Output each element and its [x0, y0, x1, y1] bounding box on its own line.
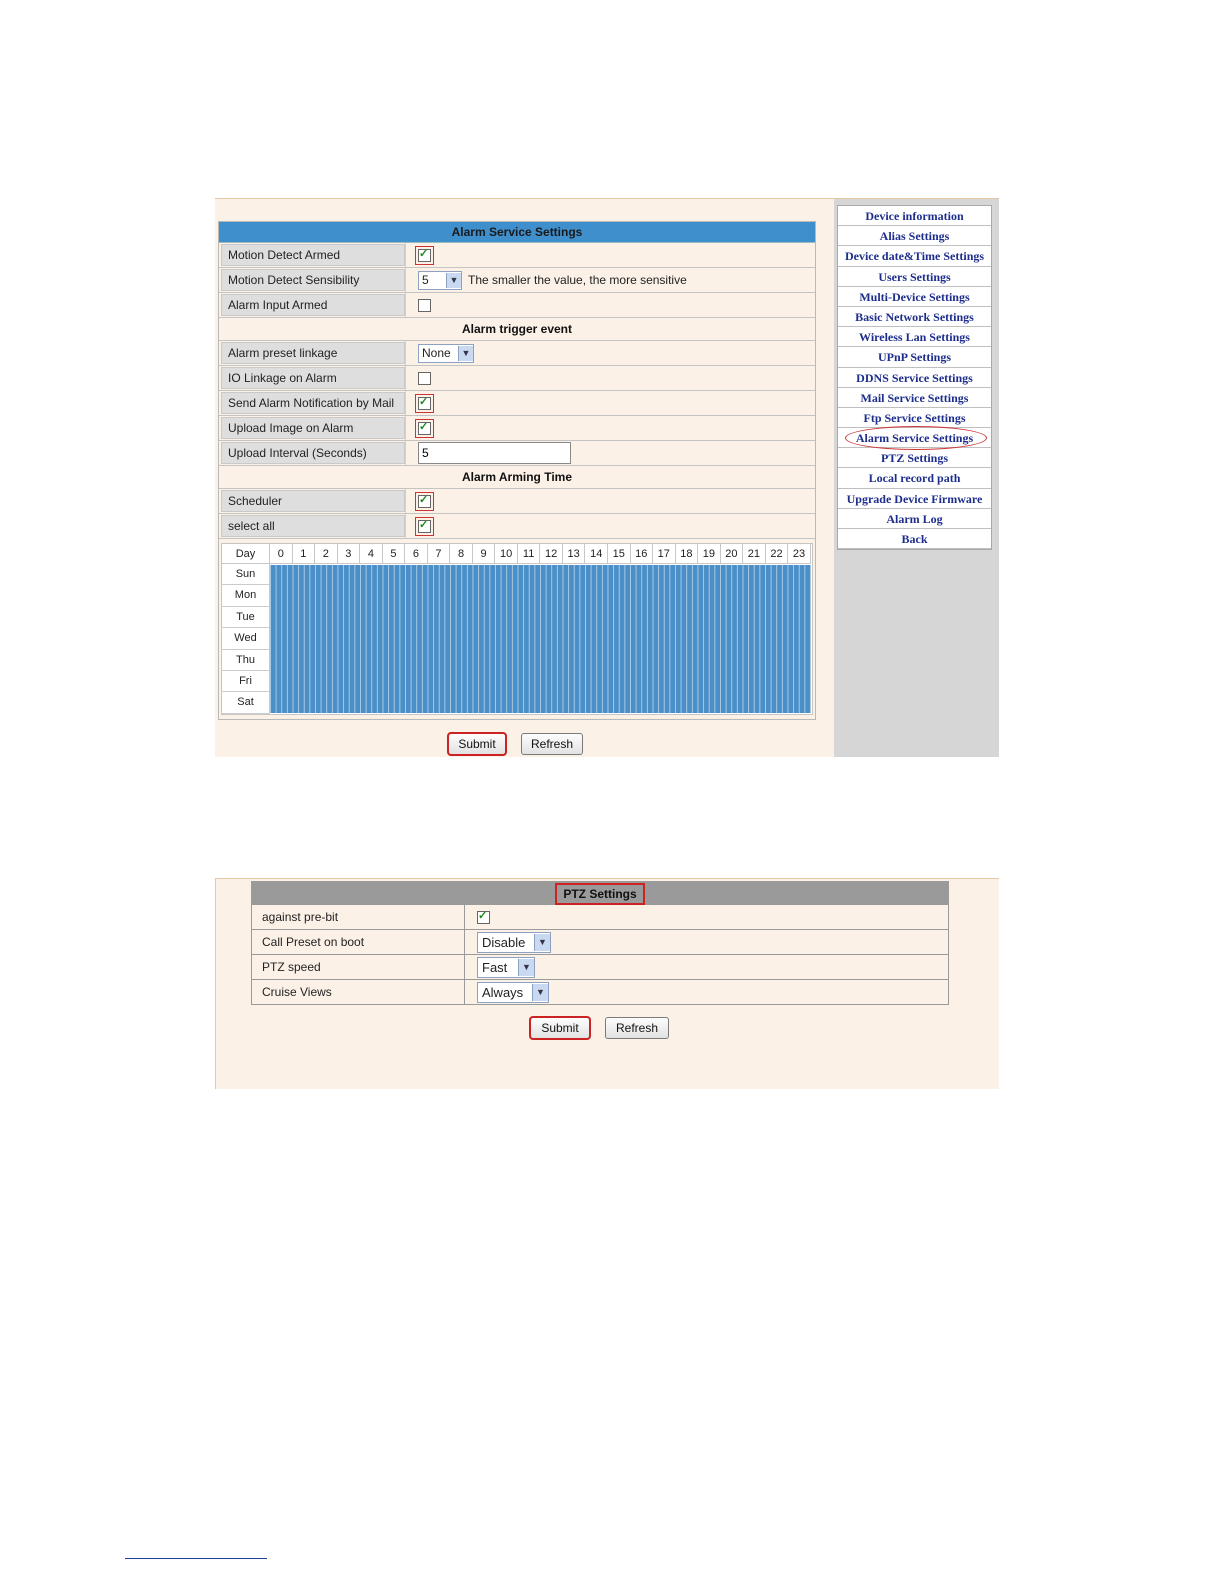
schedule-hour-22[interactable]: 22 — [766, 544, 789, 564]
settings-nav-list — [837, 205, 992, 550]
nav-link-basic-network-settings[interactable]: Basic Network Settings — [838, 307, 991, 327]
sensibility-value: 5 — [422, 273, 429, 287]
schedule-hour-5[interactable]: 5 — [383, 544, 406, 564]
ptz-speed-label: PTZ speed — [252, 955, 465, 979]
schedule-hour-4[interactable]: 4 — [360, 544, 383, 564]
nav-link-ftp-service-settings[interactable]: Ftp Service Settings — [838, 408, 991, 428]
schedule-hour-20[interactable]: 20 — [721, 544, 744, 564]
upload-interval-row — [219, 441, 815, 466]
schedule-hour-6[interactable]: 6 — [405, 544, 428, 564]
nav-link-ptz-settings[interactable]: PTZ Settings — [838, 448, 991, 468]
schedule-hour-11[interactable]: 11 — [518, 544, 541, 564]
nav-link-device-information[interactable]: Device information — [838, 206, 991, 226]
call-preset-on-boot-label: Call Preset on boot — [252, 930, 465, 954]
alarm-refresh-button[interactable]: Refresh — [521, 733, 583, 755]
against-pre-bit-label: against pre-bit — [252, 905, 465, 929]
schedule-day-mon[interactable]: Mon — [222, 585, 270, 606]
send-mail-checkbox[interactable] — [418, 397, 431, 410]
schedule-hour-3[interactable]: 3 — [338, 544, 361, 564]
ptz-speed-row — [252, 954, 948, 979]
schedule-hour-1[interactable]: 1 — [293, 544, 316, 564]
upload-image-checkbox[interactable] — [418, 422, 431, 435]
ptz-settings-header — [252, 882, 948, 904]
nav-link-ddns-service-settings[interactable]: DDNS Service Settings — [838, 368, 991, 388]
schedule-day-column — [222, 564, 270, 714]
schedule-hour-14[interactable]: 14 — [585, 544, 608, 564]
alarm-trigger-event-heading: Alarm trigger event — [219, 318, 815, 341]
schedule-day-sat[interactable]: Sat — [222, 692, 270, 713]
schedule-hour-21[interactable]: 21 — [743, 544, 766, 564]
arming-schedule-grid — [221, 543, 813, 715]
alarm-input-armed-row — [219, 293, 815, 318]
scheduler-label: Scheduler — [221, 490, 405, 512]
sensibility-hint: The smaller the value, the more sensitive — [468, 273, 687, 287]
ptz-submit-button[interactable]: Submit — [530, 1017, 590, 1039]
schedule-hour-12[interactable]: 12 — [540, 544, 563, 564]
ptz-settings-table — [251, 881, 949, 1005]
upload-interval-input[interactable] — [418, 442, 571, 464]
schedule-hour-9[interactable]: 9 — [473, 544, 496, 564]
ptz-refresh-button[interactable]: Refresh — [605, 1017, 669, 1039]
call-preset-on-boot-value: Disable — [482, 934, 526, 950]
schedule-hour-18[interactable]: 18 — [676, 544, 699, 564]
nav-link-mail-service-settings[interactable]: Mail Service Settings — [838, 388, 991, 408]
motion-detect-armed-label: Motion Detect Armed — [221, 244, 405, 266]
motion-detect-sensibility-label: Motion Detect Sensibility — [221, 269, 405, 291]
schedule-hour-13[interactable]: 13 — [563, 544, 586, 564]
nav-link-upnp-settings[interactable]: UPnP Settings — [838, 347, 991, 367]
cruise-views-label: Cruise Views — [252, 980, 465, 1004]
schedule-hour-17[interactable]: 17 — [653, 544, 676, 564]
chevron-down-icon[interactable]: ▼ — [532, 984, 548, 1001]
ptz-settings-panel — [215, 878, 999, 1089]
schedule-hour-10[interactable]: 10 — [495, 544, 518, 564]
chevron-down-icon[interactable]: ▼ — [534, 934, 550, 951]
nav-link-back[interactable]: Back — [838, 529, 991, 549]
against-pre-bit-row — [252, 904, 948, 929]
alarm-preset-linkage-row — [219, 341, 815, 366]
nav-link-alarm-service-settings[interactable]: Alarm Service Settings — [838, 428, 991, 448]
cruise-views-value: Always — [482, 984, 524, 1000]
sensibility-select[interactable] — [418, 271, 462, 290]
alarm-settings-panel — [215, 198, 999, 757]
nav-link-alarm-log[interactable]: Alarm Log — [838, 509, 991, 529]
settings-sidebar — [834, 199, 999, 757]
alarm-input-armed-label: Alarm Input Armed — [221, 294, 405, 316]
nav-link-device-date-time-settings[interactable]: Device date&Time Settings — [838, 246, 991, 266]
schedule-hour-2[interactable]: 2 — [315, 544, 338, 564]
send-mail-label: Send Alarm Notification by Mail — [221, 392, 405, 414]
alarm-preset-linkage-label: Alarm preset linkage — [221, 342, 405, 364]
motion-detect-armed-checkbox[interactable] — [418, 249, 431, 262]
nav-link-users-settings[interactable]: Users Settings — [838, 267, 991, 287]
nav-link-upgrade-device-firmware[interactable]: Upgrade Device Firmware — [838, 489, 991, 509]
upload-image-label: Upload Image on Alarm — [221, 417, 405, 439]
ptz-speed-value: Fast — [482, 959, 508, 975]
alarm-input-armed-checkbox[interactable] — [418, 299, 431, 312]
schedule-hour-0[interactable]: 0 — [270, 544, 293, 564]
footnote-divider — [125, 1558, 267, 1559]
scheduler-checkbox[interactable] — [418, 495, 431, 508]
schedule-hour-15[interactable]: 15 — [608, 544, 631, 564]
alarm-arming-time-heading: Alarm Arming Time — [219, 466, 815, 489]
schedule-hour-19[interactable]: 19 — [698, 544, 721, 564]
ptz-settings-title: PTZ Settings — [555, 883, 644, 905]
scheduler-row — [219, 489, 815, 514]
schedule-time-slots[interactable] — [270, 565, 811, 713]
schedule-day-wed[interactable]: Wed — [222, 628, 270, 649]
chevron-down-icon[interactable]: ▼ — [458, 346, 473, 361]
schedule-day-fri[interactable]: Fri — [222, 671, 270, 692]
alarm-submit-button[interactable]: Submit — [448, 733, 506, 755]
select-all-row — [219, 514, 815, 539]
nav-link-multi-device-settings[interactable]: Multi-Device Settings — [838, 287, 991, 307]
cruise-views-row — [252, 979, 948, 1004]
preset-linkage-value: None — [422, 346, 451, 360]
against-pre-bit-checkbox[interactable] — [477, 911, 490, 924]
chevron-down-icon[interactable]: ▼ — [446, 273, 461, 288]
select-all-checkbox[interactable] — [418, 520, 431, 533]
nav-link-alias-settings[interactable]: Alias Settings — [838, 226, 991, 246]
call-preset-on-boot-row — [252, 929, 948, 954]
schedule-hour-header — [222, 544, 812, 564]
nav-link-local-record-path[interactable]: Local record path — [838, 468, 991, 488]
schedule-day-tue[interactable]: Tue — [222, 607, 270, 628]
io-linkage-row — [219, 366, 815, 391]
schedule-hour-7[interactable]: 7 — [428, 544, 451, 564]
schedule-hour-16[interactable]: 16 — [631, 544, 654, 564]
nav-link-wireless-lan-settings[interactable]: Wireless Lan Settings — [838, 327, 991, 347]
ptz-speed-select[interactable] — [477, 957, 535, 978]
io-linkage-label: IO Linkage on Alarm — [221, 367, 405, 389]
upload-image-row — [219, 416, 815, 441]
chevron-down-icon[interactable]: ▼ — [518, 959, 534, 976]
upload-interval-label: Upload Interval (Seconds) — [221, 442, 405, 464]
preset-linkage-select[interactable] — [418, 344, 474, 363]
schedule-day-header: Day — [222, 544, 270, 564]
schedule-hour-8[interactable]: 8 — [450, 544, 473, 564]
schedule-hour-23[interactable]: 23 — [788, 544, 811, 564]
send-mail-row — [219, 391, 815, 416]
call-preset-on-boot-select[interactable] — [477, 932, 551, 953]
motion-detect-sensibility-row — [219, 268, 815, 293]
alarm-settings-title: Alarm Service Settings — [219, 222, 815, 243]
schedule-day-thu[interactable]: Thu — [222, 650, 270, 671]
cruise-views-select[interactable] — [477, 982, 549, 1003]
select-all-label: select all — [221, 515, 405, 537]
schedule-day-sun[interactable]: Sun — [222, 564, 270, 585]
io-linkage-checkbox[interactable] — [418, 372, 431, 385]
motion-detect-armed-row — [219, 243, 815, 268]
